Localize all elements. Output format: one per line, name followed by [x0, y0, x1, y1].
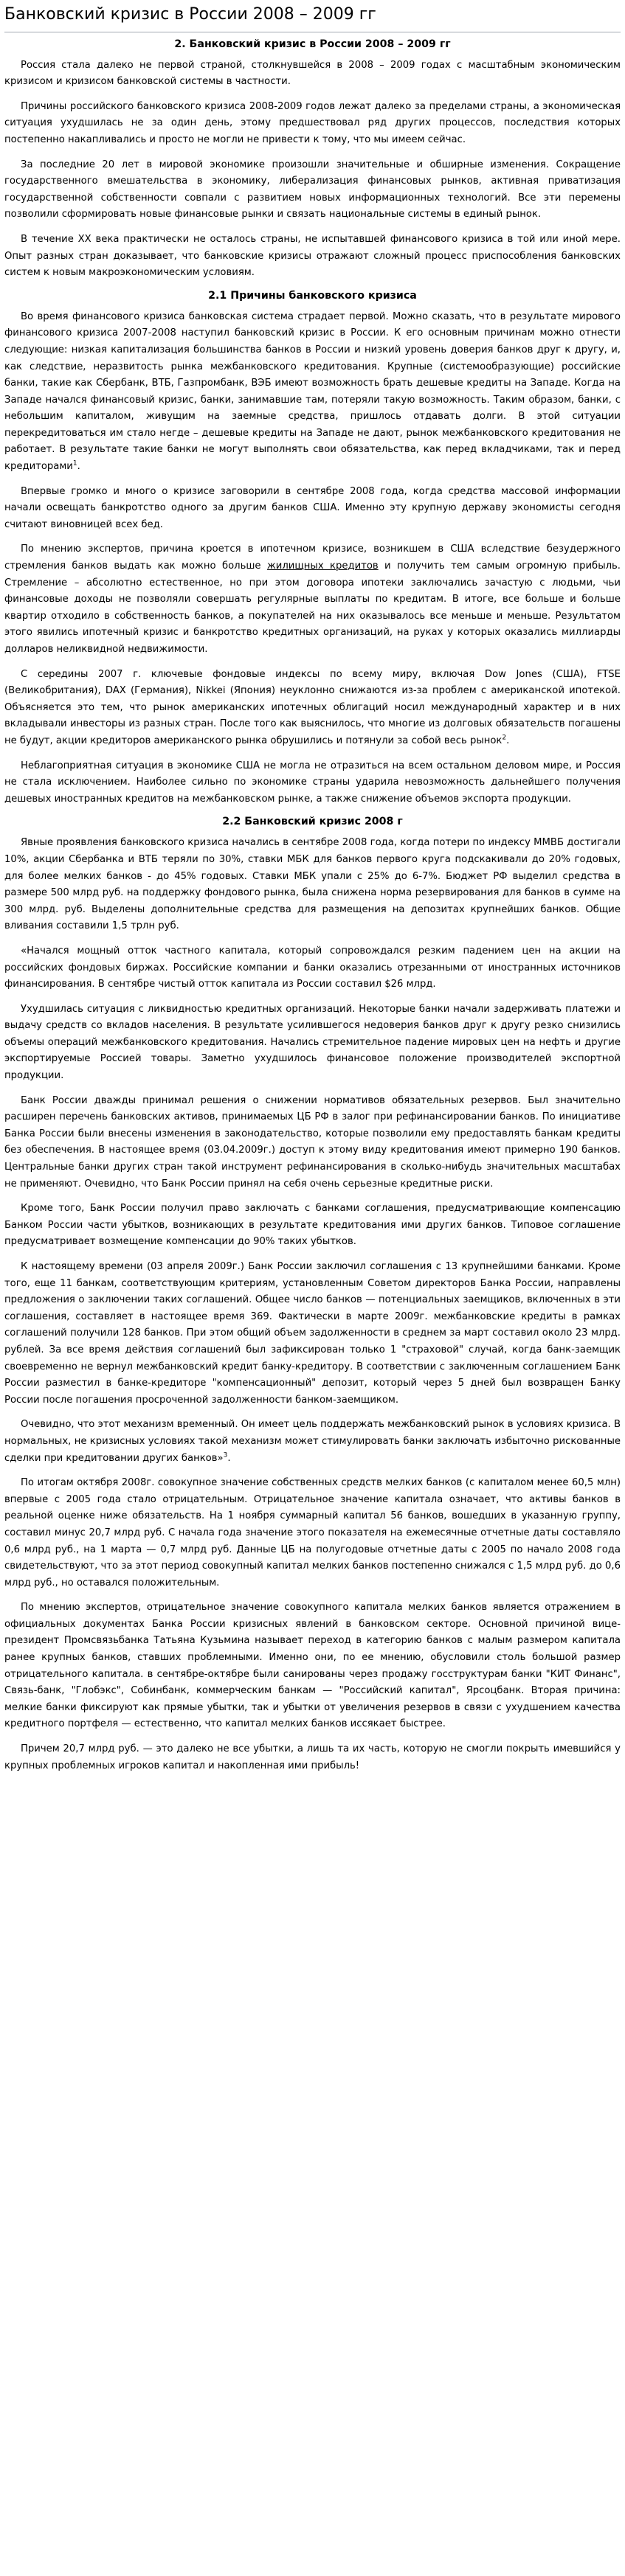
housing-credits-link[interactable]: жилищных кредитов [266, 560, 379, 572]
paragraph-text: По мнению экспертов, причина кроется в ипотечном кризисе, возникшем в США вследствие безудержного стремления банков выдать как можно больше [4, 544, 621, 572]
paragraph [4, 1417, 621, 1467]
paragraph: Неблагоприятная ситуация в экономике США не могла не отразиться на всем остальном деловом мире, и Россия не стала исключением. Наиболее сильно по экономике страны ударила невозможность дальнейшего получения дешевых иностранных кредитов на межбанковском рынке, а также снижение объемов экспорта продукции. [4, 760, 621, 805]
paragraph-text: . [506, 735, 510, 746]
paragraph: Причины российского банковского кризиса 2008-2009 годов лежат далеко за пределами страны, а экономическая ситуация ухудшилась не за один день, этому предшествовал ряд других процессов, последствия которых постепенно накапливались и просто не могли не привести к тому, что мы имеем сейчас. [4, 100, 621, 145]
paragraph: По итогам октября 2008г. совокупное значение собственных средств мелких банков (с капиталом менее 60,5 млн) впервые с 2005 года стало отрицательным. Отрицательное значение капитала означает, что активы банков в реальной оценке ниже обязательств. На 1 ноября суммарный капитал 56 банков, вошедших в указанную группу, составил минус 20,7 млрд руб. С начала года значение этого показателя на ежемесячные отчетные даты составляло 0,6 млрд руб., на 1 марта — 0,7 млрд руб. Данные ЦБ на полугодовые отчетные даты с 2005 по начало 2008 года свидетельствуют, что за этот период совокупный капитал мелких банков постепенно снижался с 1,5 млрд руб. до 0,6 млрд руб., но оставался положительным. [4, 1477, 621, 1589]
paragraph-text: С середины 2007 г. ключевые фондовые индексы по всему миру, включая Dow Jones (США), FTSE (Великобритания), DAX (Германия), Nikkei (Япония) неуклонно снижаются из-за проблем с американской ипотекой. Объясняется это тем, что рынок американских ипотечных облигаций носил международный характер и в них вкладывали инвесторы из разных стран. После того как выяснилось, что многие из долговых обязательств погашены не будут, акции кредиторов американского рынка обрушились и потянули за собой весь рынок [4, 668, 621, 746]
section-heading: 2. Банковский кризис в России 2008 – 2009 гг [174, 38, 451, 50]
paragraph-text: Во время финансового кризиса банковская система страдает первой. Можно сказать, что в результате мирового финансового кризиса 2007-2008 наступил банковский кризис в России. К его основным причинам можно отнести следующие: низкая капитализация большинства банков в России и низкий уровень доверия банков друг к другу, и, как следствие, неразвитость рынка межбанковского кредитования. Крупные (системообразующие) российские банки, такие как Сбербанк, ВТБ, Газпромбанк, ВЭБ имеют возможность брать дешевые кредиты на Западе. Когда на Западе начался финансовый кризис, банки, занимавшие там, потеряли такую возможность. Таким образом, банки, с небольшим капиталом, живущим на заемные средства, пришлось отдавать долги. В этой ситуации перекредитоваться им стало негде – дешевые кредиты на Западе не дают, рынок межбанковского кредитования не работает. В результате такие банки не могут выполнять свои обязательства, как перед вкладчиками, так и перед кредиторами [4, 310, 621, 473]
paragraph-text: . [227, 1452, 231, 1464]
paragraph: Явные проявления банковского кризиса начались в сентябре 2008 года, когда потери по индексу ММВБ достигали 10%, акции Сбербанка и ВТБ теряли по 30%, ставки МБК для банков первого круга подскакивали до 20% годовых, для более мелких банков - до 45% годовых. Ставки МБК упали с 25% до 6-7%. Бюджет РФ выделил средства в размере 500 млрд руб. на поддержку фондового рынка, была снижена норма резервирования для банков в сумме на 300 млрд. руб. Выделены дополнительные средства для размещения на депозитах крупнейших банков. Общие вливания составили 1,5 трлн руб. [4, 837, 621, 932]
footnote-ref[interactable]: 1 [72, 459, 77, 468]
paragraph: Впервые громко и много о кризисе заговорили в сентябре 2008 года, когда средства массовой информации начали освещать банкротство одного за другим банков США. Именно эту крупную державу экономисты сегодня считают виновницей всех бед. [4, 485, 621, 530]
paragraph: К настоящему времени (03 апреля 2009г.) Банк России заключил соглашения с 13 крупнейшими банками. Кроме того, еще 11 банкам, соответствующим критериям, установленным Советом директоров Банка России, направлены предложения о заключении таких соглашений. Общее число банков — потенциальных заемщиков, включенных в эти соглашения, составляет в настоящее время 369. Фактически в марте 2009г. межбанковские кредиты в рамках соглашений получили 128 банков. При этом общий объем задолженности в среднем за март составил около 23 млрд. рублей. За все время действия соглашений был зафиксирован только 1 "страховой" случай, когда банк-заемщик своевременно не вернул межбанковский кредит банку-кредитору. В соответствии с заключенным соглашением Банк России разместил в банке-кредиторе "компенсационный" депозит, который через 5 дней был возвращен Банку России после погашения просроченной задолженности банком-заемщиком. [4, 1261, 621, 1406]
paragraph-text: Очевидно, что этот механизм временный. Он имеет цель поддержать межбанковский рынок в условиях кризиса. В нормальных, не кризисных условиях такой механизм может стимулировать банки заключать избыточно рискованные сделки при кредитовании других банков» [4, 1419, 621, 1464]
paragraph: Россия стала далеко не первой страной, столкнувшейся в 2008 – 2009 годах с масштабным экономическим кризисом и кризисом банковской системы в частности. [4, 59, 621, 88]
paragraph [4, 309, 621, 476]
paragraph [4, 667, 621, 750]
paragraph [4, 541, 621, 658]
paragraph: В течение XX века практически не осталось страны, не испытавшей финансового кризиса в той или иной мере. Опыт разных стран доказывает, что банковские кризисы отражают сложный процесс приспособления банковских систем к новым макроэкономическим условиям. [4, 233, 621, 279]
paragraph: За последние 20 лет в мировой экономике произошли значительные и обширные изменения. Сокращение государственного вмешательства в экономику, либерализация финансовых рынков, активная приватизация государственной собственности совпали с развитием новых информационных технологий. Все эти перемены позволили сформировать новые финансовые рынки и связать национальные системы в единый рынок. [4, 159, 621, 221]
footnote-ref[interactable]: 3 [223, 1451, 228, 1459]
page-title: Банковский кризис в России 2008 – 2009 гг [4, 0, 621, 32]
paragraph: Причем 20,7 млрд руб. — это далеко не все убытки, а лишь та их часть, которую не смогли покрыть имевшийся у крупных проблемных игроков капитал и накопленная ими прибыль! [4, 1743, 621, 1771]
paragraph: Кроме того, Банк России получил право заключать с банками соглашения, предусматривающие компенсацию Банком России части убытков, возникающих в результате кредитования ими других банков. Типовое соглашение предусматривает возмещение компенсации до 90% таких убытков. [4, 1203, 621, 1248]
paragraph-text: . [77, 461, 80, 473]
paragraph-text: и получить тем самым огромную прибыль. Стремление – абсолютно естественное, но при этом договора ипотеки заключались зачастую с людьми, чьи финансовые доходы не позволяли совершать регулярные выплаты по кредитам. В итоге, все больше и больше квартир отходило в собственность банков, а покупателей на них оказывалось все меньше и меньше. Результатом этого явились ипотечный кризис и банкротство кредитных организаций, на руках у которых оказались миллиарды долларов неликвидной недвижимости. [4, 560, 621, 655]
footnote-ref[interactable]: 2 [502, 734, 507, 742]
paragraph: По мнению экспертов, отрицательное значение совокупного капитала мелких банков является отражением в официальных документах Банка России кризисных явлений в банковском секторе. Основной причиной вице-президент Промсвязьбанка Татьяна Кузьмина называет переход в категорию банков с малым размером капитала ранее крупных банков, ставших проблемными. Именно они, по ее мнению, обусловили столь большой размер отрицательного капитала. в сентябре-октябре были санированы через продажу госструктурам банки "КИТ Финанс", Связь-банк, "Глобэкс", Собинбанк, коммерческим банкам — "Российский капитал", Ярсоцбанк. Вторая причина: мелкие банки фиксируют как прямые убытки, так и убытки от увеличения резервов в связи с ухудшением качества кредитного портфеля — естественно, что капитал мелких банков иссякает быстрее. [4, 1602, 621, 1730]
subsection-heading-causes: 2.1 Причины банковского кризиса [208, 289, 417, 302]
paragraph: «Начался мощный отток частного капитала, который сопровождался резким падением цен на акции на российских фондовых биржах. Российские компании и банки оказались отрезанными от иностранных источников финансирования. В сентябре чистый отток капитала из России составил $26 млрд. [4, 945, 621, 990]
paragraph: Ухудшилась ситуация с ликвидностью кредитных организаций. Некоторые банки начали задерживать платежи и выдачу средств со вкладов населения. В результате усилившегося недоверия банков друг к другу резко снизились объемы операций межбанковского кредитования. Начались стремительное падение мировых цен на нефть и другие экспортируемые Россией товары. Заметно ухудшилось финансовое положение производителей экспортной продукции. [4, 1003, 621, 1082]
subsection-heading-crisis-2008: 2.2 Банковский кризис 2008 г [222, 816, 403, 828]
paragraph: Банк России дважды принимал решения о снижении нормативов обязательных резервов. Был значительно расширен перечень банковских активов, принимаемых ЦБ РФ в залог при рефинансировании банков. По инициативе Банка России были внесены изменения в законодательство, которые позволили ему предоставлять банкам кредиты без обеспечения. В настоящее время (03.04.2009г.) доступ к этому виду кредитования имеют примерно 190 банков. Центральные банки других стран такой инструмент рефинансирования в сколько-нибудь значительных масштабах не применяют. Очевидно, что Банк России принял на себя очень серьезные кредитные риски. [4, 1094, 621, 1190]
